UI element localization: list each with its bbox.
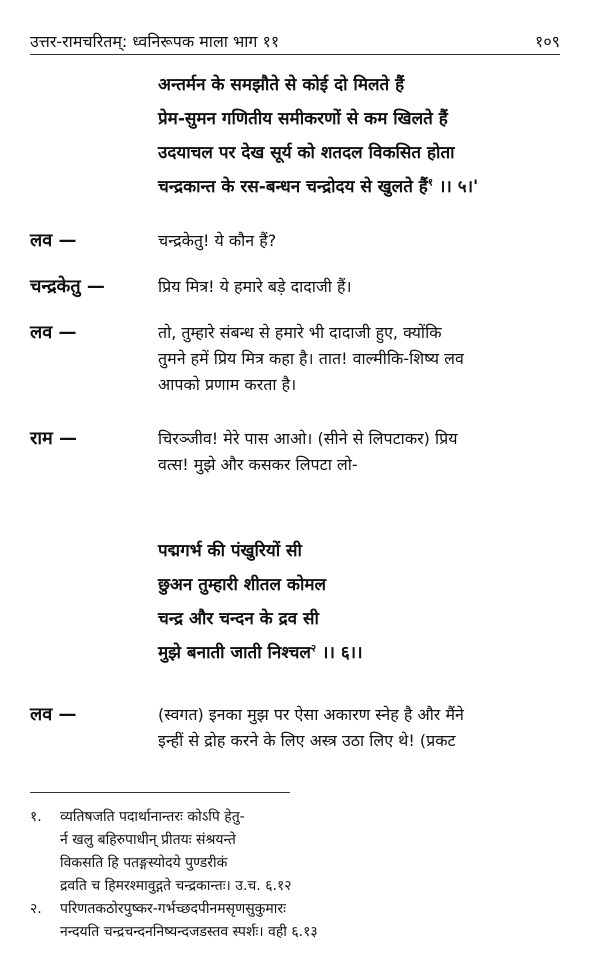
speaker-name: लव — bbox=[30, 704, 77, 725]
verse-line: अन्तर्मन के समझौते से कोई दो मिलते हैं bbox=[158, 75, 405, 95]
verse-line: चन्द्र और चन्दन के द्रव सी bbox=[158, 609, 319, 629]
footnote-text bbox=[60, 806, 570, 898]
speech-line: (स्वगत) इनका मुझ पर ऐसा अकारण स्नेह है और मैंने bbox=[158, 705, 464, 724]
footnote bbox=[30, 806, 570, 898]
footnote-line: विकसति हि पतङ्गस्योदये पुण्डरीकं bbox=[60, 855, 228, 871]
dialogue-line bbox=[30, 702, 570, 754]
footnote bbox=[30, 898, 570, 944]
speaker-name: राम — bbox=[30, 428, 78, 449]
footnote-line: द्रवति च हिमरश्मावुद्गते चन्द्रकान्तः। उ.च. ६.१२ bbox=[60, 878, 292, 894]
verse-line: प्रेम-सुमन गणितीय समीकरणों से कम खिलते हैं bbox=[158, 109, 448, 129]
dialogue-line bbox=[30, 426, 570, 478]
verse-number: ।। ५।' bbox=[438, 177, 479, 197]
footnote-number: २. bbox=[30, 901, 42, 917]
speaker-name: लव — bbox=[30, 230, 77, 251]
speech-line: प्रिय मित्र! ये हमारे बड़े दादाजी हैं। bbox=[158, 277, 352, 296]
speech-line: आपको प्रणाम करता है। bbox=[158, 375, 297, 394]
speech-text bbox=[158, 274, 570, 300]
speech-text bbox=[158, 426, 570, 478]
footnotes bbox=[30, 806, 570, 944]
footnote-marker: १ bbox=[427, 177, 434, 189]
running-title: उत्तर-रामचरितम्: ध्वनिरूपक माला भाग ११ bbox=[30, 32, 280, 51]
verse-line bbox=[158, 170, 578, 204]
speech-text bbox=[158, 702, 570, 754]
speech-line: वत्स! मुझे और कसकर लिपटा लो- bbox=[158, 455, 358, 474]
speech-line: चिरञ्जीव! मेरे पास आओ। (सीने से लिपटाकर) प्रिय bbox=[158, 429, 458, 448]
verse-5 bbox=[158, 68, 578, 204]
verse-line: पद्मगर्भ की पंखुरियों सी bbox=[158, 541, 302, 561]
dialogue-line bbox=[30, 274, 570, 300]
verse-line: उदयाचल पर देख सूर्य को शतदल विकसित होता bbox=[158, 143, 455, 163]
footnote-line: व्यतिषजति पदार्थानान्तरः कोऽपि हेतु- bbox=[60, 809, 245, 825]
speech-line: तो, तुम्हारे संबन्ध से हमारे भी दादाजी हुए, क्योंकि bbox=[158, 323, 442, 342]
footnote-marker: २ bbox=[310, 643, 317, 655]
footnote-divider bbox=[30, 792, 290, 793]
dialogue-line bbox=[30, 228, 570, 254]
speech-line: तुमने हमें प्रिय मित्र कहा है। तात! वाल्मीकि-शिष्य लव bbox=[158, 349, 464, 368]
verse-line: छुअन तुम्हारी शीतल कोमल bbox=[158, 575, 327, 595]
speech-text bbox=[158, 228, 570, 254]
speech-text bbox=[158, 320, 570, 398]
footnote-line: नन्दयति चन्द्रचन्दननिष्यन्दजडस्तव स्पर्शः। वही ६.१३ bbox=[60, 924, 318, 940]
footnote-text bbox=[60, 898, 570, 944]
verse-number: ।। ६।। bbox=[322, 643, 363, 663]
page-number: १०९ bbox=[535, 32, 560, 51]
speech-line: चन्द्रकेतु! ये कौन हैं? bbox=[158, 231, 277, 250]
speaker-name: चन्द्रकेतु — bbox=[30, 276, 105, 297]
footnote-number: १. bbox=[30, 809, 42, 825]
speaker-name: लव — bbox=[30, 322, 77, 343]
running-header bbox=[30, 30, 560, 55]
verse-line bbox=[158, 636, 578, 670]
footnote-line: र्न खलु बहिरुपाधीन् प्रीतयः संश्रयन्ते bbox=[60, 832, 236, 848]
footnote-line: परिणतकठोरपुष्कर-गर्भच्छदपीनमसृणसुकुमारः bbox=[60, 901, 286, 917]
verse-line-text: मुझे बनाती जाती निश्चल bbox=[158, 643, 311, 663]
speech-line: इन्हीं से द्रोह करने के लिए अस्त्र उठा लिए थे! (प्रकट bbox=[158, 731, 456, 750]
verse-line-text: चन्द्रकान्त के रस-बन्धन चन्द्रोदय से खुलते हैं bbox=[158, 177, 428, 197]
verse-6 bbox=[158, 534, 578, 670]
dialogue-line bbox=[30, 320, 570, 398]
